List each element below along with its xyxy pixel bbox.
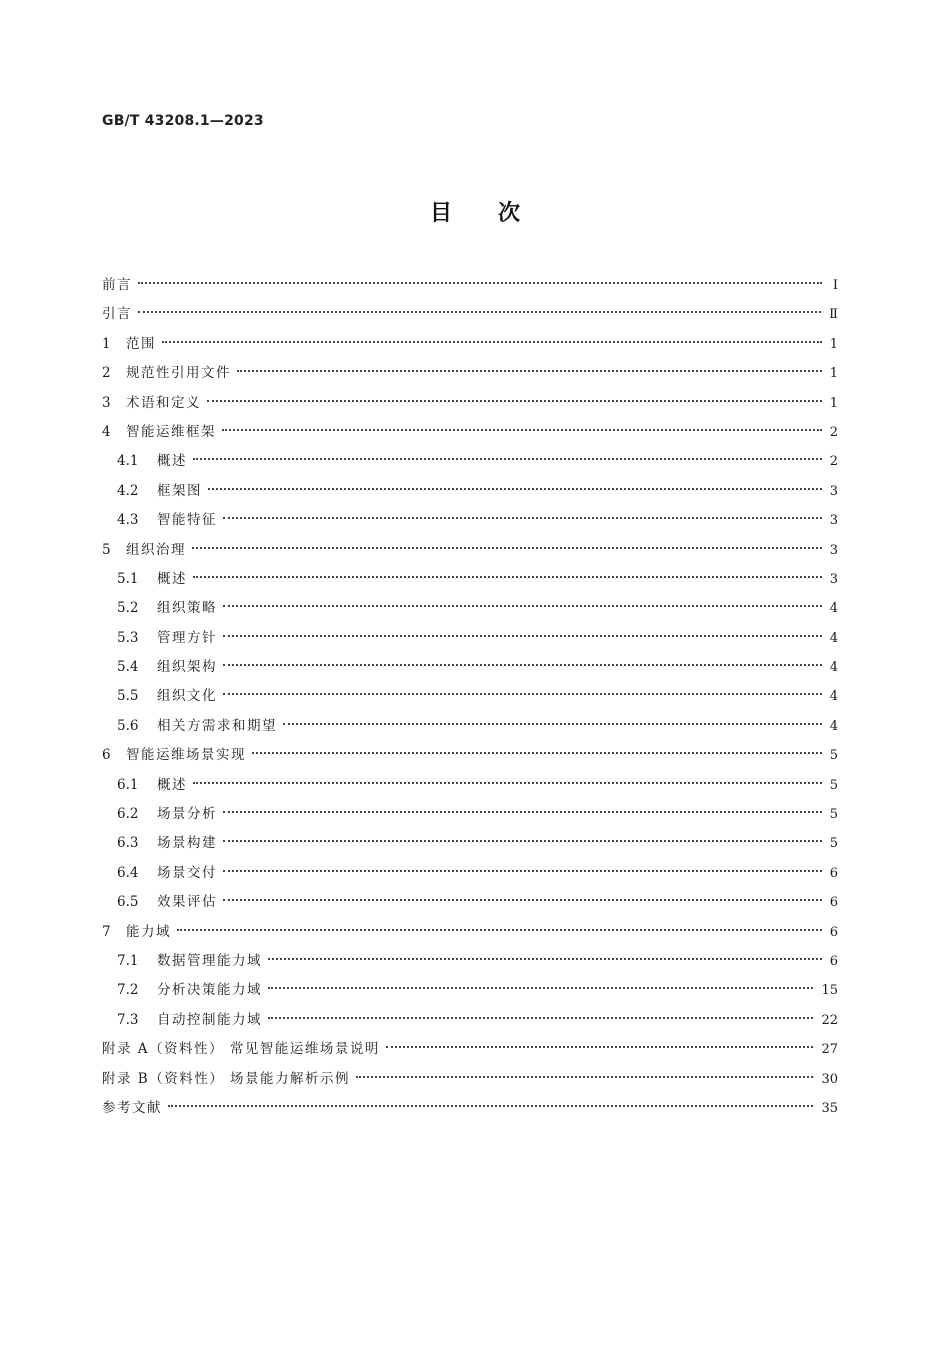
toc-dot-leader <box>268 958 822 960</box>
toc-entry-label: 智能特征 <box>157 512 217 529</box>
toc-entry-number: 6.2 <box>117 806 139 823</box>
toc-entry-number: 6 <box>102 747 111 764</box>
toc-dot-leader <box>138 311 821 313</box>
toc-dot-leader <box>193 782 822 784</box>
toc-entry-number: 6.5 <box>117 894 139 911</box>
toc-entry-page: 5 <box>829 777 838 793</box>
toc-dot-leader <box>192 547 822 549</box>
toc-entry-number: 3 <box>102 394 111 411</box>
toc-dot-leader <box>223 840 822 842</box>
toc-entry[interactable] <box>102 447 838 476</box>
toc-entry-page: 4 <box>829 689 838 705</box>
toc-entry-page: 2 <box>829 454 838 470</box>
toc-entry-page: 4 <box>829 718 838 734</box>
toc-entry-number: 4.1 <box>117 453 139 470</box>
toc-dot-leader <box>268 987 813 989</box>
toc-entry-label: 前言 <box>102 277 132 293</box>
toc-entry-label: 智能运维框架 <box>126 423 216 440</box>
toc-entry-number: 2 <box>102 365 111 382</box>
toc-entry-page: 2 <box>829 424 838 440</box>
document-code: GB/T 43208.1—2023 <box>102 113 264 129</box>
toc-entry[interactable] <box>102 271 838 300</box>
toc-entry[interactable] <box>102 300 838 329</box>
toc-dot-leader <box>222 429 822 431</box>
toc-entry-label: 组织文化 <box>157 688 217 705</box>
toc-entry-label: 术语和定义 <box>126 394 201 411</box>
toc-dot-leader <box>386 1046 814 1048</box>
toc-dot-leader <box>208 488 822 490</box>
toc-entry[interactable] <box>102 859 838 888</box>
toc-entry[interactable] <box>102 624 838 653</box>
toc-dot-leader <box>283 723 822 725</box>
toc-entry-label: 附录 B（资料性） 场景能力解析示例 <box>102 1070 351 1087</box>
toc-entry-number: 6.4 <box>117 864 139 881</box>
toc-entry-label: 效果评估 <box>157 894 217 911</box>
toc-entry-label: 自动控制能力域 <box>157 1011 262 1028</box>
toc-entry[interactable] <box>102 1094 838 1123</box>
toc-dot-leader <box>162 341 822 343</box>
toc-entry-page: 1 <box>829 336 838 352</box>
toc-entry[interactable] <box>102 359 838 388</box>
toc-entry[interactable] <box>102 976 838 1005</box>
toc-entry[interactable] <box>102 800 838 829</box>
toc-entry[interactable] <box>102 918 838 947</box>
toc-entry-number: 6.1 <box>117 776 139 793</box>
toc-entry-label: 场景交付 <box>157 864 217 881</box>
toc-entry-label: 智能运维场景实现 <box>126 747 246 764</box>
toc-entry-page: 15 <box>821 983 838 999</box>
toc-entry-page: 35 <box>821 1100 838 1116</box>
toc-entry-number: 6.3 <box>117 835 139 852</box>
toc-entry-page: 3 <box>829 513 838 529</box>
toc-dot-leader <box>138 282 822 284</box>
toc-entry-label: 能力域 <box>126 923 171 940</box>
toc-entry[interactable] <box>102 682 838 711</box>
toc-entry-page: 4 <box>829 601 838 617</box>
toc-entry-number: 7.2 <box>117 982 139 999</box>
toc-entry[interactable] <box>102 565 838 594</box>
toc-entry-number: 5.5 <box>117 688 139 705</box>
toc-dot-leader <box>223 811 822 813</box>
toc-entry-label: 组织治理 <box>126 541 186 558</box>
toc-entry-number: 5.4 <box>117 659 139 676</box>
toc-dot-leader <box>193 576 822 578</box>
toc-entry-label: 概述 <box>157 570 187 587</box>
toc-entry-label: 组织架构 <box>157 659 217 676</box>
toc-dot-leader <box>207 400 822 402</box>
toc-dot-leader <box>223 899 822 901</box>
toc-entry-label: 管理方针 <box>157 629 217 646</box>
toc-entry-number: 1 <box>102 335 111 352</box>
toc-title: 目次 <box>429 201 566 226</box>
toc-dot-leader <box>193 458 822 460</box>
toc-entry-number: 5.2 <box>117 600 139 617</box>
toc-entry-number: 5.3 <box>117 629 139 646</box>
toc-dot-leader <box>177 929 822 931</box>
toc-entry-number: 5.1 <box>117 570 139 587</box>
toc-entry-page: 22 <box>821 1012 838 1028</box>
toc-entry[interactable] <box>102 389 838 418</box>
toc-entry[interactable] <box>102 653 838 682</box>
toc-entry-page: 6 <box>829 895 838 911</box>
toc-entry-label: 场景构建 <box>157 835 217 852</box>
toc-entry-label: 引言 <box>102 306 132 323</box>
toc-entry[interactable] <box>102 418 838 447</box>
toc-entry-page: 3 <box>829 542 838 558</box>
toc-entry[interactable] <box>102 712 838 741</box>
toc-entry-number: 5.6 <box>117 717 139 734</box>
toc-entry-number: 4 <box>102 423 111 440</box>
toc-entry-label: 范围 <box>126 335 156 352</box>
toc-entry-page: 3 <box>829 571 838 587</box>
toc-entry-label: 概述 <box>157 453 187 470</box>
toc-entry-label: 场景分析 <box>157 806 217 823</box>
toc-entry-page: 5 <box>829 807 838 823</box>
toc-entry[interactable] <box>102 594 838 623</box>
toc-entry-page: 6 <box>829 953 838 969</box>
toc-entry-label: 组织策略 <box>157 600 217 617</box>
toc-entry-number: 7.1 <box>117 952 139 969</box>
toc-dot-leader <box>223 664 822 666</box>
toc-entry-page: 27 <box>821 1042 838 1058</box>
toc-entry-page: 6 <box>829 924 838 940</box>
toc-entry-label: 概述 <box>157 776 187 793</box>
toc-entry-page: 6 <box>829 865 838 881</box>
toc-entry[interactable] <box>102 1065 838 1094</box>
toc-entry-page: 1 <box>829 366 838 382</box>
toc-dot-leader <box>268 1017 813 1019</box>
toc-entry-page: 5 <box>829 836 838 852</box>
toc-dot-leader <box>223 693 822 695</box>
table-of-contents <box>102 271 838 1123</box>
toc-entry-page: 4 <box>829 630 838 646</box>
toc-dot-leader <box>223 870 822 872</box>
toc-entry-label: 相关方需求和期望 <box>157 717 277 734</box>
toc-entry[interactable] <box>102 330 838 359</box>
toc-entry-label: 附录 A（资料性） 常见智能运维场景说明 <box>102 1041 380 1058</box>
toc-entry[interactable] <box>102 536 838 565</box>
toc-entry-page: 4 <box>829 660 838 676</box>
toc-dot-leader <box>356 1076 813 1078</box>
toc-entry-label: 规范性引用文件 <box>126 365 231 382</box>
toc-entry-page: Ⅱ <box>829 307 838 323</box>
toc-entry-number: 4.3 <box>117 512 139 529</box>
toc-entry-page: 1 <box>829 395 838 411</box>
toc-entry-page: 3 <box>829 483 838 499</box>
toc-entry-page: 5 <box>829 748 838 764</box>
toc-entry[interactable] <box>102 477 838 506</box>
toc-entry-label: 数据管理能力域 <box>157 952 262 969</box>
toc-entry-label: 参考文献 <box>102 1099 162 1116</box>
toc-dot-leader <box>223 517 822 519</box>
toc-entry[interactable] <box>102 947 838 976</box>
toc-dot-leader <box>252 752 822 754</box>
toc-entry[interactable] <box>102 1006 838 1035</box>
toc-entry[interactable] <box>102 829 838 858</box>
toc-entry[interactable] <box>102 506 838 535</box>
toc-dot-leader <box>237 370 822 372</box>
toc-entry-label: 分析决策能力域 <box>157 982 262 999</box>
toc-entry[interactable] <box>102 771 838 800</box>
toc-entry-label: 框架图 <box>157 482 202 499</box>
toc-dot-leader <box>168 1105 813 1107</box>
toc-entry-number: 7 <box>102 923 111 940</box>
toc-dot-leader <box>223 605 822 607</box>
toc-dot-leader <box>223 635 822 637</box>
toc-entry[interactable] <box>102 741 838 770</box>
toc-entry-number: 4.2 <box>117 482 139 499</box>
toc-entry-number: 5 <box>102 541 111 558</box>
toc-entry-page: 30 <box>821 1071 838 1087</box>
toc-entry[interactable] <box>102 1035 838 1064</box>
toc-entry[interactable] <box>102 888 838 917</box>
toc-entry-page: Ⅰ <box>832 278 838 293</box>
toc-entry-number: 7.3 <box>117 1011 139 1028</box>
